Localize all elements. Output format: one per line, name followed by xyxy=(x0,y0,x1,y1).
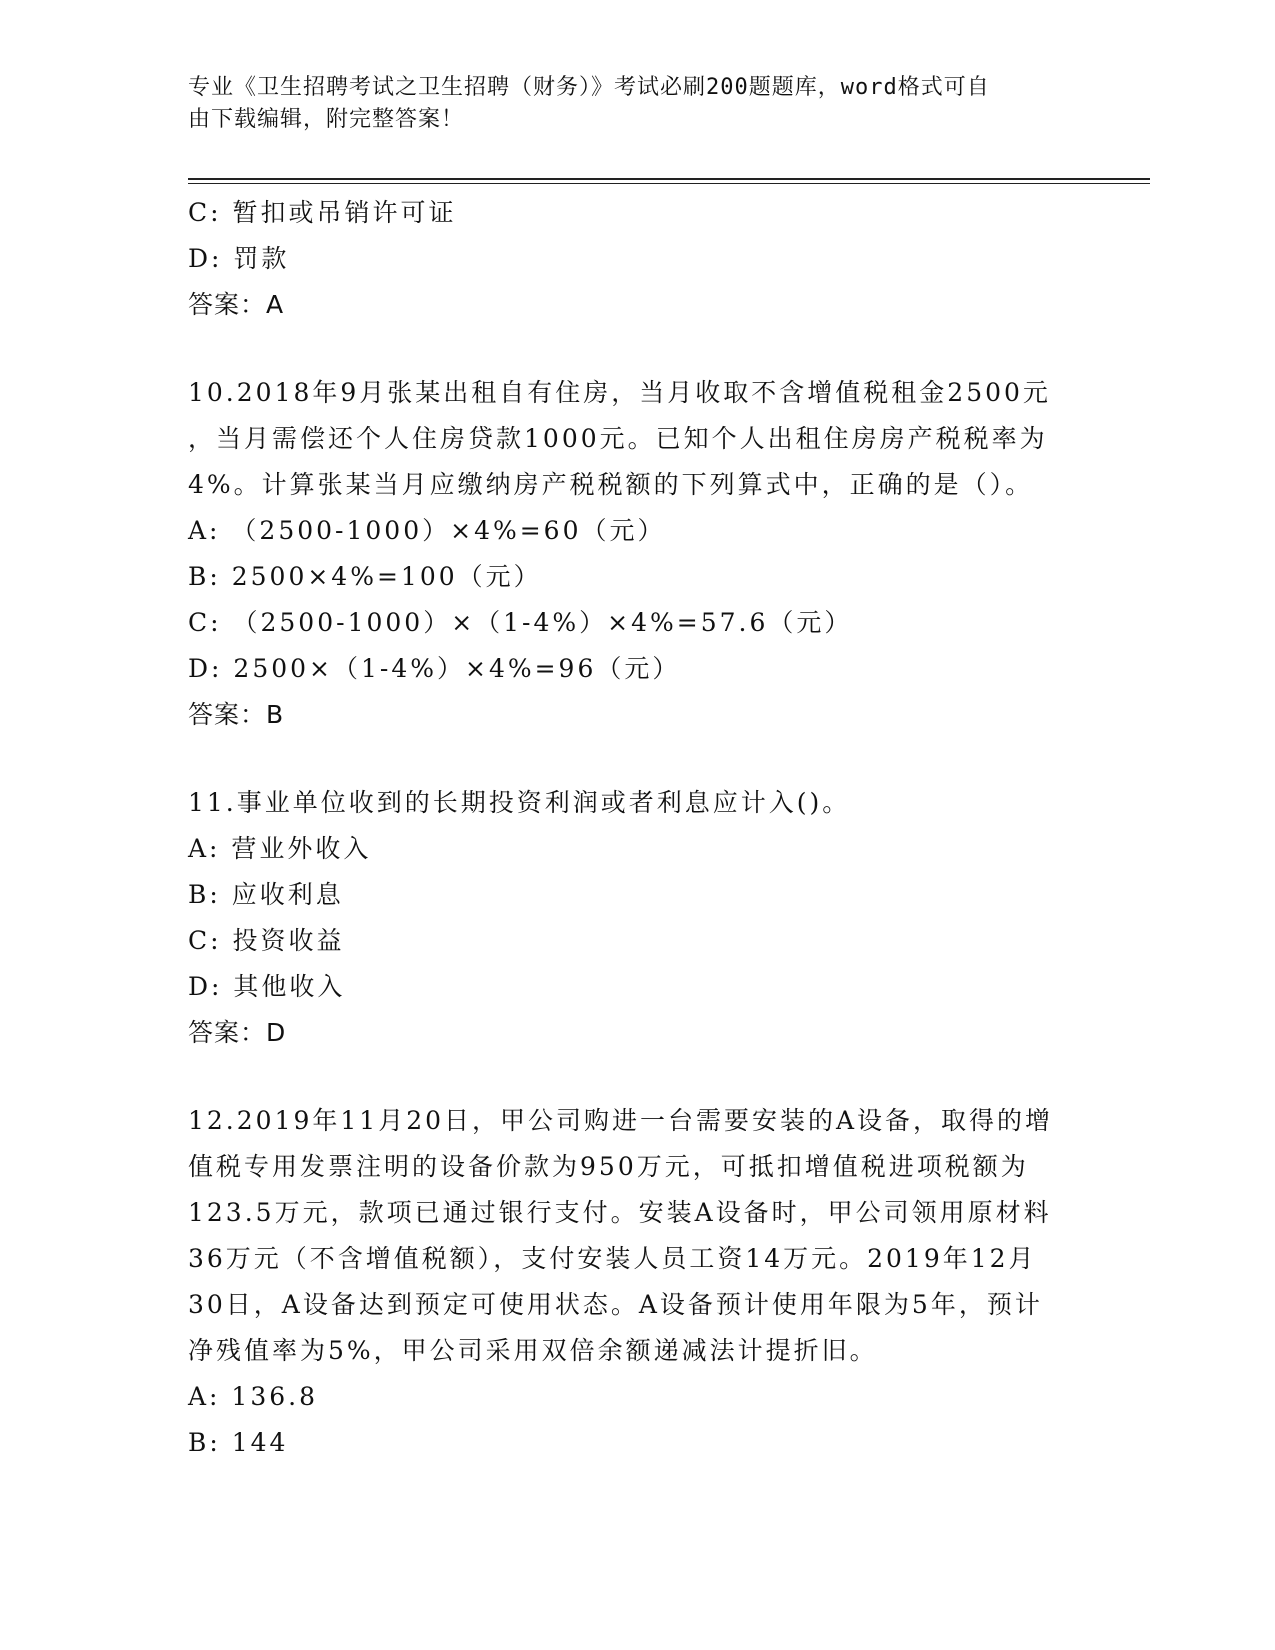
option-a: A: 营业外收入 xyxy=(188,834,372,863)
answer-label: 答案：B xyxy=(188,700,285,729)
option-c: C: （2500-1000）×（1-4%）×4%=57.6（元） xyxy=(188,608,853,637)
stem-line: 净残值率为5%，甲公司采用双倍余额递减法计提折旧。 xyxy=(188,1336,878,1365)
question-11 xyxy=(188,780,1088,1056)
header-divider-thin xyxy=(188,183,1150,184)
option-c: C: 投资收益 xyxy=(188,926,345,955)
question-list xyxy=(188,190,1088,1466)
question-stem xyxy=(188,780,1088,826)
option-b: B: 144 xyxy=(188,1428,289,1457)
option-d: D: 2500×（1-4%）×4%=96（元） xyxy=(188,654,681,683)
option-b: B: 应收利息 xyxy=(188,880,344,909)
stem-line: 30日，A设备达到预定可使用状态。A设备预计使用年限为5年，预计 xyxy=(188,1290,1043,1319)
stem-line: 123.5万元，款项已通过银行支付。安装A设备时，甲公司领用原材料 xyxy=(188,1198,1052,1227)
option-d: D: 罚款 xyxy=(188,244,290,273)
question-9-tail xyxy=(188,190,1088,328)
option-a: A: （2500-1000）×4%=60（元） xyxy=(188,516,666,545)
answer-label: 答案：D xyxy=(188,1018,287,1047)
stem-line: 值税专用发票注明的设备价款为950万元，可抵扣增值税进项税额为 xyxy=(188,1152,1029,1181)
option-d: D: 其他收入 xyxy=(188,972,346,1001)
stem-line: 36万元（不含增值税额），支付安装人员工资14万元。2019年12月 xyxy=(188,1244,1037,1273)
question-stem xyxy=(188,370,1088,508)
stem-line: 12.2019年11月20日，甲公司购进一台需要安装的A设备，取得的增 xyxy=(188,1106,1054,1135)
answer-label: 答案：A xyxy=(188,290,285,319)
header-line-1: 专业《卫生招聘考试之卫生招聘（财务）》考试必刷200题题库，word格式可自 xyxy=(188,75,990,100)
question-stem xyxy=(188,1098,1088,1374)
stem-line: 11.事业单位收到的长期投资利润或者利息应计入()。 xyxy=(188,788,851,817)
stem-line: 10.2018年9月张某出租自有住房，当月收取不含增值税租金2500元 xyxy=(188,378,1051,407)
option-b: B: 2500×4%=100（元） xyxy=(188,562,542,591)
page-header xyxy=(188,72,1068,136)
stem-line: ，当月需偿还个人住房贷款1000元。已知个人出租住房房产税税率为 xyxy=(188,424,1048,453)
header-divider xyxy=(188,178,1150,180)
question-10 xyxy=(188,370,1088,738)
stem-line: 4%。计算张某当月应缴纳房产税税额的下列算式中，正确的是（）。 xyxy=(188,470,1034,499)
option-a: A: 136.8 xyxy=(188,1382,318,1411)
question-12 xyxy=(188,1098,1088,1466)
option-c: C: 暂扣或吊销许可证 xyxy=(188,198,457,227)
header-line-2: 由下载编辑，附完整答案！ xyxy=(188,107,465,132)
